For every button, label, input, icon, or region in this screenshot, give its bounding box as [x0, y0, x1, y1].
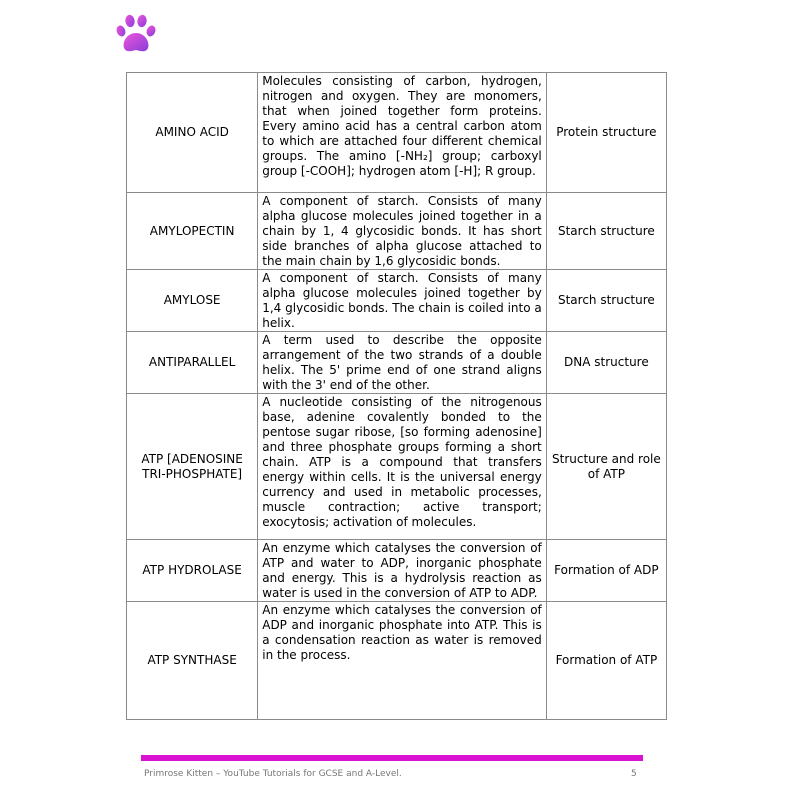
topic-cell: DNA structure [546, 332, 666, 394]
page-number: 5 [631, 769, 637, 779]
topic-cell: Starch structure [546, 193, 666, 270]
term-cell: AMYLOSE [127, 270, 258, 332]
term-cell: ANTIPARALLEL [127, 332, 258, 394]
definition-cell: An enzyme which catalyses the conversion of ADP and inorganic phosphate into ATP. This is a condensation reaction as water is removed in the process. [258, 602, 547, 720]
term-cell: AMYLOPECTIN [127, 193, 258, 270]
definition-cell: A nucleotide consisting of the nitrogenous base, adenine covalently bonded to the pentose sugar ribose, [so forming adenosine] and three phosphate groups forming a short chain. ATP is a compound that transfers energy within cells. It is the universal energy currency and used in metabolic processes, muscle contraction; active transport; exocytosis; activation of molecules. [258, 394, 547, 540]
definition-cell: A component of starch. Consists of many alpha glucose molecules joined together by 1,4 glycosidic bonds. The chain is coiled into a helix. [258, 270, 547, 332]
topic-cell: Formation of ATP [546, 602, 666, 720]
table-row [127, 193, 667, 270]
term-cell: AMINO ACID [127, 73, 258, 193]
term-cell: ATP HYDROLASE [127, 540, 258, 602]
term-cell: ATP [ADENOSINE TRI-PHOSPHATE] [127, 394, 258, 540]
footer-text: Primrose Kitten – YouTube Tutorials for GCSE and A-Level. [144, 769, 402, 779]
table-row [127, 540, 667, 602]
paw-print-icon [116, 12, 156, 56]
glossary-table [126, 72, 667, 720]
definition-cell: Molecules consisting of carbon, hydrogen, nitrogen and oxygen. They are monomers, that when joined together form proteins. Every amino acid has a central carbon atom to which are attached four different chemical groups. The amino [-NH₂] group; carboxyl group [-COOH]; hydrogen atom [-H]; R group. [258, 73, 547, 193]
topic-cell: Formation of ADP [546, 540, 666, 602]
term-cell: ATP SYNTHASE [127, 602, 258, 720]
topic-cell: Starch structure [546, 270, 666, 332]
table-row [127, 332, 667, 394]
topic-cell: Structure and role of ATP [546, 394, 666, 540]
definition-cell: A term used to describe the opposite arrangement of the two strands of a double helix. The 5' prime end of one strand aligns with the 3' end of the other. [258, 332, 547, 394]
table-row [127, 73, 667, 193]
table-row [127, 602, 667, 720]
definition-cell: An enzyme which catalyses the conversion of ATP and water to ADP, inorganic phosphate and energy. This is a hydrolysis reaction as water is used in the conversion of ATP to ADP. [258, 540, 547, 602]
topic-cell: Protein structure [546, 73, 666, 193]
table-row [127, 394, 667, 540]
table-row [127, 270, 667, 332]
footer-divider [141, 755, 643, 761]
definition-cell: A component of starch. Consists of many alpha glucose molecules joined together in a chain by 1, 4 glycosidic bonds. It has short side branches of alpha glucose attached to the main chain by 1,6 glycosidic bonds. [258, 193, 547, 270]
